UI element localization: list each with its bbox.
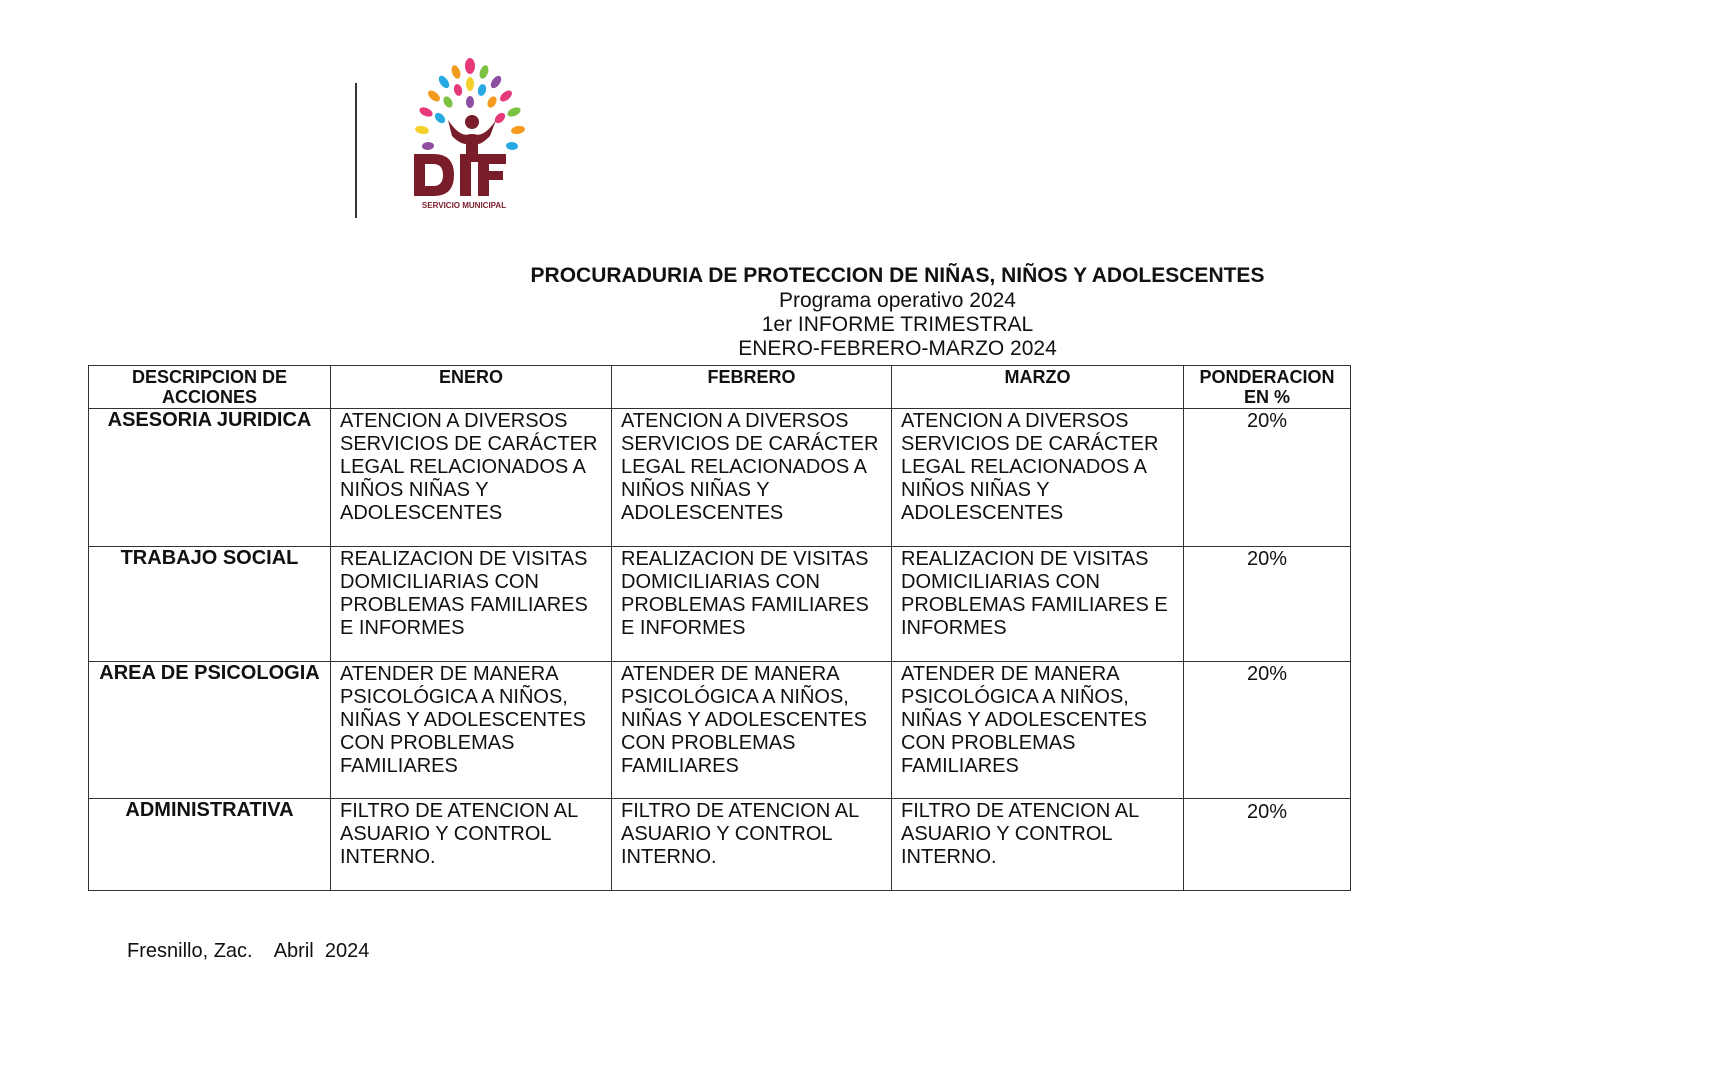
header-febrero: FEBRERO xyxy=(612,366,892,409)
logo-subtext: SERVICIO MUNICIPAL xyxy=(421,201,507,210)
table-row xyxy=(89,799,1351,891)
table-row xyxy=(89,409,1351,547)
row-ponderacion: 20% xyxy=(1184,799,1351,891)
dif-letters xyxy=(414,154,506,196)
row-action: ASESORIA JURIDICA xyxy=(89,409,331,547)
program-line: Programa operativo 2024 xyxy=(779,289,1016,312)
row-febrero: ATENCION A DIVERSOS SERVICIOS DE CARÁCTER LEGAL RELACIONADOS A NIÑOS NIÑAS Y ADOLESCENTES xyxy=(612,409,892,547)
header-enero: ENERO xyxy=(331,366,612,409)
row-febrero: FILTRO DE ATENCION AL ASUARIO Y CONTROL INTERNO. xyxy=(612,799,892,891)
row-marzo: REALIZACION DE VISITAS DOMICILIARIAS CON PROBLEMAS FAMILIARES E INFORMES xyxy=(892,547,1184,662)
dif-logo xyxy=(390,58,550,218)
row-enero: ATENDER DE MANERA PSICOLÓGICA A NIÑOS, NIÑAS Y ADOLESCENTES CON PROBLEMAS FAMILIARES xyxy=(331,662,612,799)
row-ponderacion: 20% xyxy=(1184,547,1351,662)
activities-table xyxy=(88,365,1351,891)
row-enero: ATENCION A DIVERSOS SERVICIOS DE CARÁCTER LEGAL RELACIONADOS A NIÑOS NIÑAS Y ADOLESCENTES xyxy=(331,409,612,547)
row-marzo: ATENDER DE MANERA PSICOLÓGICA A NIÑOS, NIÑAS Y ADOLESCENTES CON PROBLEMAS FAMILIARES xyxy=(892,662,1184,799)
footer-place: Fresnillo, Zac. xyxy=(127,940,253,962)
header-marzo: MARZO xyxy=(892,366,1184,409)
table-header-row xyxy=(89,366,1351,409)
row-marzo: FILTRO DE ATENCION AL ASUARIO Y CONTROL INTERNO. xyxy=(892,799,1184,891)
row-ponderacion: 20% xyxy=(1184,662,1351,799)
dif-logo-graphic xyxy=(390,58,550,218)
report-months-line: ENERO-FEBRERO-MARZO 2024 xyxy=(738,337,1057,360)
row-febrero: ATENDER DE MANERA PSICOLÓGICA A NIÑOS, NIÑAS Y ADOLESCENTES CON PROBLEMAS FAMILIARES xyxy=(612,662,892,799)
row-enero: REALIZACION DE VISITAS DOMICILIARIAS CON PROBLEMAS FAMILIARES E INFORMES xyxy=(331,547,612,662)
report-heading xyxy=(0,263,1715,361)
table-row xyxy=(89,547,1351,662)
row-action: AREA DE PSICOLOGIA xyxy=(89,662,331,799)
vertical-divider xyxy=(355,83,357,218)
row-febrero: REALIZACION DE VISITAS DOMICILIARIAS CON PROBLEMAS FAMILIARES E INFORMES xyxy=(612,547,892,662)
report-title: PROCURADURIA DE PROTECCION DE NIÑAS, NIÑOS Y ADOLESCENTES xyxy=(530,264,1265,287)
table-row xyxy=(89,662,1351,799)
header-ponderacion: PONDERACION EN % xyxy=(1184,366,1351,409)
row-ponderacion: 20% xyxy=(1184,409,1351,547)
header-descripcion: DESCRIPCION DE ACCIONES xyxy=(89,366,331,409)
footer-date: Abril 2024 xyxy=(273,940,370,962)
row-marzo: ATENCION A DIVERSOS SERVICIOS DE CARÁCTER LEGAL RELACIONADOS A NIÑOS NIÑAS Y ADOLESCENTES xyxy=(892,409,1184,547)
report-period-line: 1er INFORME TRIMESTRAL xyxy=(761,313,1034,336)
row-action: ADMINISTRATIVA xyxy=(89,799,331,891)
footer-place-date xyxy=(127,940,369,963)
row-enero: FILTRO DE ATENCION AL ASUARIO Y CONTROL INTERNO. xyxy=(331,799,612,891)
row-action: TRABAJO SOCIAL xyxy=(89,547,331,662)
